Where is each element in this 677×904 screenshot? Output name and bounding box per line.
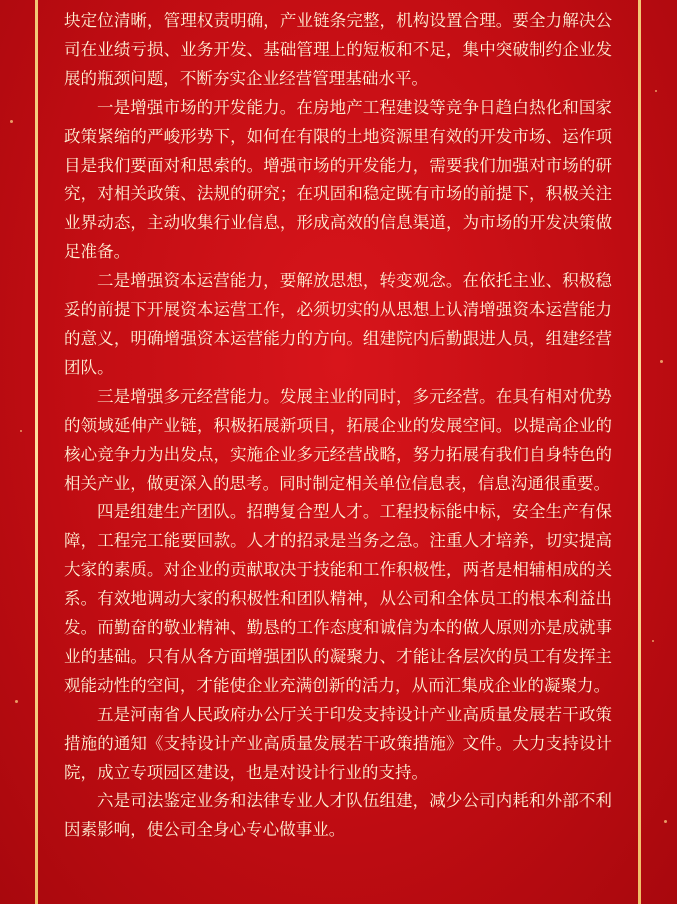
sparkle-decoration [655,90,657,92]
sparkle-decoration [660,360,663,363]
paragraph: 三是增强多元经营能力。发展主业的同时，多元经营。在具有相对优势的领域延伸产业链，积极拓展新项目，拓展企业的发展空间。以提高企业的核心竞争力为出发点，实施企业多元经营战略，努力拓展有我们自身特色的相关产业，做更深入的思考。同时制定相关单位信息表，信息沟通很重要。 [64,386,612,493]
sparkle-decoration [15,700,18,703]
sparkle-decoration [10,120,13,123]
right-gold-border [638,0,641,904]
paragraph: 一是增强市场的开发能力。在房地产工程建设等竞争日趋白热化和国家政策紧缩的严峻形势下，如何在有限的土地资源里有效的开发市场、运作项目是我们要面对和思索的。增强市场的开发能力，需要我们加强对市场的研究，对相关政策、法规的研究；在巩固和稳定既有市场的前提下，积极关注业界动态，主动收集行业信息，形成高效的信息渠道，为市场的开发决策做足准备。 [64,97,612,262]
left-gold-border [35,0,38,904]
sparkle-decoration [20,430,22,432]
paragraph: 四是组建生产团队。招聘复合型人才。工程投标能中标，安全生产有保障，工程完工能要回款。人才的招录是当务之急。注重人才培养，切实提高大家的素质。对企业的贡献取决于技能和工作积极性，两者是相辅相成的关系。有效地调动大家的积极性和团队精神，从公司和全体员工的根本利益出发。而勤奋的敬业精神、勤恳的工作态度和诚信为本的做人原则亦是成就事业的基础。只有从各方面增强团队的凝聚力、才能让各层次的员工有发挥主观能动性的空间，才能使企业充满创新的活力，从而汇集成企业的凝聚力。 [64,502,612,695]
paragraph: 五是河南省人民政府办公厅关于印发支持设计产业高质量发展若干政策措施的通知《支持设计产业高质量发展若干政策措施》文件。大力支持设计院，成立专项园区建设，也是对设计行业的支持。 [64,704,612,782]
sparkle-decoration [664,820,667,823]
sparkle-decoration [652,640,654,642]
paragraph: 二是增强资本运营能力，要解放思想，转变观念。在依托主业、积极稳妥的前提下开展资本运营工作，必须切实的从思想上认清增强资本运营能力的意义，明确增强资本运营能力的方向。组建院内后勤跟进人员，组建经营团队。 [64,271,612,377]
paragraph: 六是司法鉴定业务和法律专业人才队伍组建，减少公司内耗和外部不利因素影响，使公司全身心专心做事业。 [64,791,612,840]
paragraph: 块定位清晰，管理权责明确，产业链条完整，机构设置合理。要全力解决公司在业绩亏损、业务开发、基础管理上的短板和不足，集中突破制约企业发展的瓶颈问题，不断夯实企业经营管理基础水平。 [64,11,612,88]
article-body [64,7,612,845]
